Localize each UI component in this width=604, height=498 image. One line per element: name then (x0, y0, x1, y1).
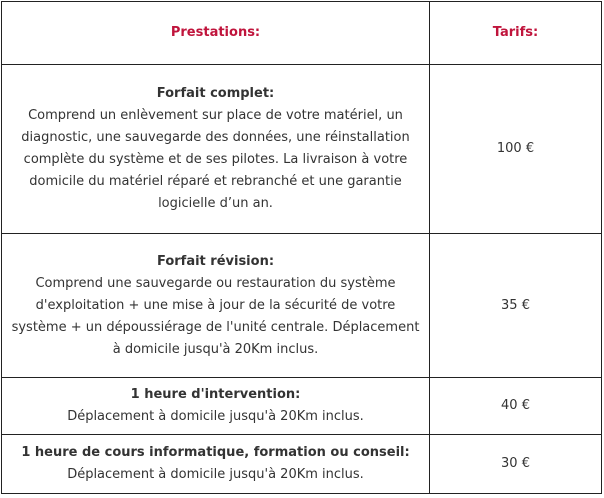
service-description-line: système + un dépoussiérage de l'unité centrale. Déplacement (11, 319, 420, 335)
price-cell (430, 434, 602, 493)
price-cell (430, 65, 602, 234)
service-cell (2, 234, 430, 377)
prices-column-header: Tarifs: (430, 2, 602, 65)
table-row (2, 434, 602, 493)
services-column-header: Prestations: (2, 2, 430, 65)
price-cell (430, 234, 602, 377)
table-row (2, 65, 602, 234)
service-description-line: à domicile jusqu'à 20Km inclus. (112, 341, 319, 357)
service-title: Forfait complet: (156, 86, 275, 102)
service-cell (2, 65, 430, 234)
service-description-line: logicielle d’un an. (158, 196, 273, 212)
price-value: 30 € (501, 455, 530, 471)
service-description-line: Déplacement à domicile jusqu'à 20Km inclus. (67, 466, 364, 482)
service-description-line: complète du système et de ses pilotes. La livraison à votre (23, 152, 408, 168)
service-description-line: Comprend une sauvegarde ou restauration du système (35, 275, 396, 291)
service-title: Forfait révision: (156, 253, 275, 269)
price-value: 100 € (496, 141, 535, 157)
price-value: 40 € (501, 397, 530, 413)
table-row (2, 377, 602, 434)
price-table (1, 1, 602, 494)
service-description-line: domicile du matériel réparé et rebranché et une garantie (29, 174, 402, 190)
service-description-line: d'exploitation + une mise à jour de la sécurité de votre (35, 297, 396, 313)
price-value: 35 € (501, 297, 530, 313)
service-description-line: Déplacement à domicile jusqu'à 20Km inclus. (67, 408, 364, 424)
table-row (2, 234, 602, 377)
table-header-row (2, 2, 602, 65)
service-description-line: Comprend un enlèvement sur place de votre matériel, un (28, 108, 403, 124)
price-cell (430, 377, 602, 434)
service-title: 1 heure d'intervention: (130, 386, 301, 402)
service-cell (2, 377, 430, 434)
service-description-line: diagnostic, une sauvegarde des données, une réinstallation (21, 130, 410, 146)
service-title: 1 heure de cours informatique, formation ou conseil: (21, 444, 410, 460)
service-cell (2, 434, 430, 493)
